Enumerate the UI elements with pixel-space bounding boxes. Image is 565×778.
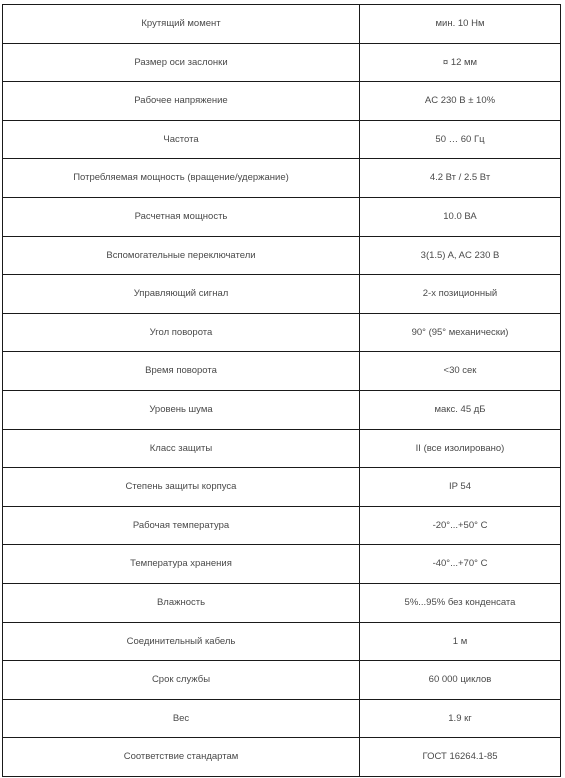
spec-value-cell: 1 м — [360, 622, 561, 661]
table-row — [3, 429, 561, 468]
spec-parameter-cell: Уровень шума — [3, 390, 360, 429]
spec-parameter-cell: Рабочее напряжение — [3, 82, 360, 121]
spec-parameter-cell: Время поворота — [3, 352, 360, 391]
specifications-table-body — [3, 5, 561, 777]
spec-parameter-cell: Срок службы — [3, 661, 360, 700]
table-row — [3, 661, 561, 700]
spec-value-cell: макс. 45 дБ — [360, 390, 561, 429]
table-row — [3, 313, 561, 352]
spec-value-cell: 60 000 циклов — [360, 661, 561, 700]
table-row — [3, 5, 561, 44]
spec-value-cell: ¤ 12 мм — [360, 43, 561, 82]
spec-value-cell: -20°...+50° С — [360, 506, 561, 545]
table-row — [3, 506, 561, 545]
table-row — [3, 275, 561, 314]
spec-parameter-cell: Температура хранения — [3, 545, 360, 584]
spec-value-cell: ГОСТ 16264.1-85 — [360, 738, 561, 777]
spec-value-cell: 2-х позиционный — [360, 275, 561, 314]
spec-parameter-cell: Соединительный кабель — [3, 622, 360, 661]
table-row — [3, 468, 561, 507]
table-row — [3, 120, 561, 159]
spec-parameter-cell: Угол поворота — [3, 313, 360, 352]
spec-parameter-cell: Вспомогательные переключатели — [3, 236, 360, 275]
spec-parameter-cell: Крутящий момент — [3, 5, 360, 44]
spec-parameter-cell: Соответствие стандартам — [3, 738, 360, 777]
spec-value-cell: 1.9 кг — [360, 699, 561, 738]
table-row — [3, 197, 561, 236]
spec-value-cell: <30 сек — [360, 352, 561, 391]
spec-parameter-cell: Класс защиты — [3, 429, 360, 468]
table-row — [3, 699, 561, 738]
spec-value-cell: IP 54 — [360, 468, 561, 507]
spec-parameter-cell: Рабочая температура — [3, 506, 360, 545]
spec-value-cell: 5%...95% без конденсата — [360, 583, 561, 622]
spec-parameter-cell: Частота — [3, 120, 360, 159]
table-row — [3, 738, 561, 777]
spec-parameter-cell: Расчетная мощность — [3, 197, 360, 236]
spec-value-cell: AC 230 В ± 10% — [360, 82, 561, 121]
spec-parameter-cell: Размер оси заслонки — [3, 43, 360, 82]
spec-value-cell: 50 … 60 Гц — [360, 120, 561, 159]
table-row — [3, 43, 561, 82]
spec-value-cell: 90° (95° механически) — [360, 313, 561, 352]
spec-value-cell: 10.0 ВА — [360, 197, 561, 236]
spec-value-cell: мин. 10 Нм — [360, 5, 561, 44]
spec-parameter-cell: Влажность — [3, 583, 360, 622]
table-row — [3, 583, 561, 622]
spec-value-cell: II (все изолировано) — [360, 429, 561, 468]
table-row — [3, 390, 561, 429]
spec-parameter-cell: Потребляемая мощность (вращение/удержание) — [3, 159, 360, 198]
table-row — [3, 545, 561, 584]
table-row — [3, 352, 561, 391]
spec-value-cell: 3(1.5) A, AC 230 В — [360, 236, 561, 275]
spec-parameter-cell: Управляющий сигнал — [3, 275, 360, 314]
table-row — [3, 236, 561, 275]
spec-parameter-cell: Степень защиты корпуса — [3, 468, 360, 507]
table-row — [3, 82, 561, 121]
spec-value-cell: 4.2 Вт / 2.5 Вт — [360, 159, 561, 198]
specifications-table — [2, 4, 561, 777]
table-row — [3, 159, 561, 198]
table-row — [3, 622, 561, 661]
spec-value-cell: -40°...+70° С — [360, 545, 561, 584]
spec-parameter-cell: Вес — [3, 699, 360, 738]
